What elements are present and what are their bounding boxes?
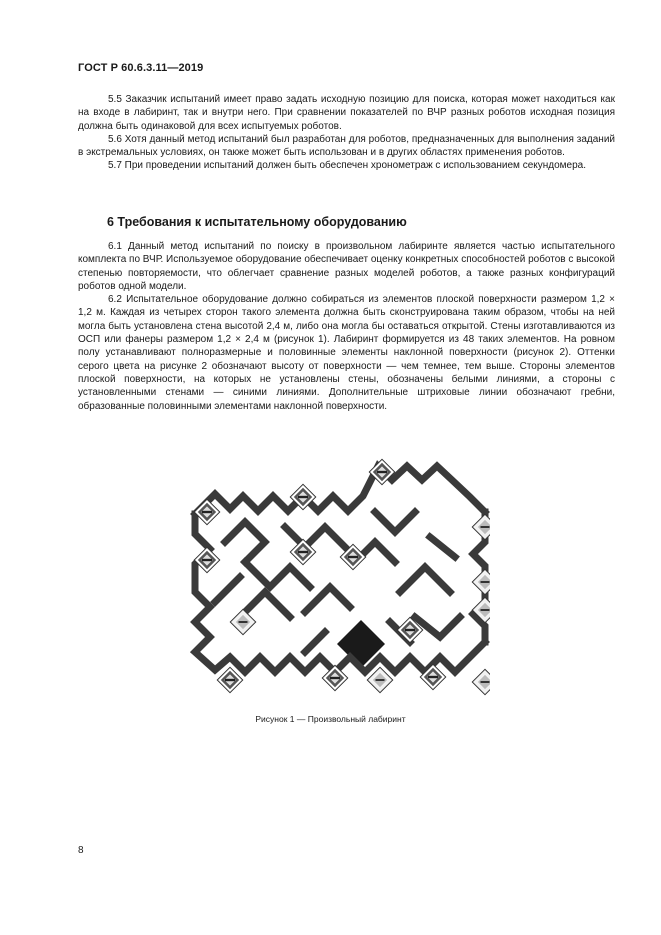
maze-drawing <box>185 452 490 702</box>
paragraphs-section <box>78 240 615 413</box>
maze-figure <box>185 452 490 702</box>
document-header: ГОСТ Р 60.6.3.11—2019 <box>78 62 204 74</box>
section-title: 6 Требования к испытательному оборудованию <box>107 215 407 229</box>
paragraph-6-2: 6.2 Испытательное оборудование должно собираться из элементов плоской поверхности размером 1,2 × 1,2 м. Каждая из четырех сторон такого элемента должна быть сконструирована таким образом, чтобы на ней могла быть установлена стена высотой 2,4 м, либо она могла бы оставаться открытой. Стены изготавливаются из ОСП или фанеры размером 1,2 × 2,4 м (рисунок 1). Лабиринт формируется из 48 таких элементов. На ровном полу устанавливают полноразмерные и половинные элементы наклонной поверхности (рисунок 2). Оттенки серого цвета на рисунке 2 обозначают высоту от поверхности — чем темнее, тем выше. Стороны элементов плоской поверхности, на которых не установлены стены, обозначены белыми линиями, а стороны с установленными стенами — синими линиями. Дополнительные штриховые линии обозначают гребни, образованные половинными элементами наклонной поверхности. <box>78 294 615 412</box>
paragraph-5-6: 5.6 Хотя данный метод испытаний был разработан для роботов, предназначенных для выполнения заданий в экстремальных условиях, он также может быть использован и в других областях применения роботов. <box>78 133 615 159</box>
paragraph-5-5: 5.5 Заказчик испытаний имеет право задать исходную позицию для поиска, которая может находиться как на входе в лабиринт, так и внутри него. При сравнении показателей по ВЧР разных роботов исходная позиция должна быть одинаковой для всех испытуемых роботов. <box>78 94 615 132</box>
paragraphs-top <box>78 93 615 173</box>
page-number: 8 <box>78 845 84 856</box>
paragraph-5-7: 5.7 При проведении испытаний должен быть обеспечен хронометраж с использованием секундомера. <box>108 160 587 172</box>
figure-caption: Рисунок 1 — Произвольный лабиринт <box>255 714 406 724</box>
paragraph-6-1: 6.1 Данный метод испытаний по поиску в произвольном лабиринте является частью испытательного комплекта по ВЧР. Используемое оборудование обеспечивает оценку конкретных способностей роботов с высокой степенью повторяемости, что облегчает сравнение разных моделей роботов, а также разных конфигураций роботов одной модели. <box>78 241 615 292</box>
